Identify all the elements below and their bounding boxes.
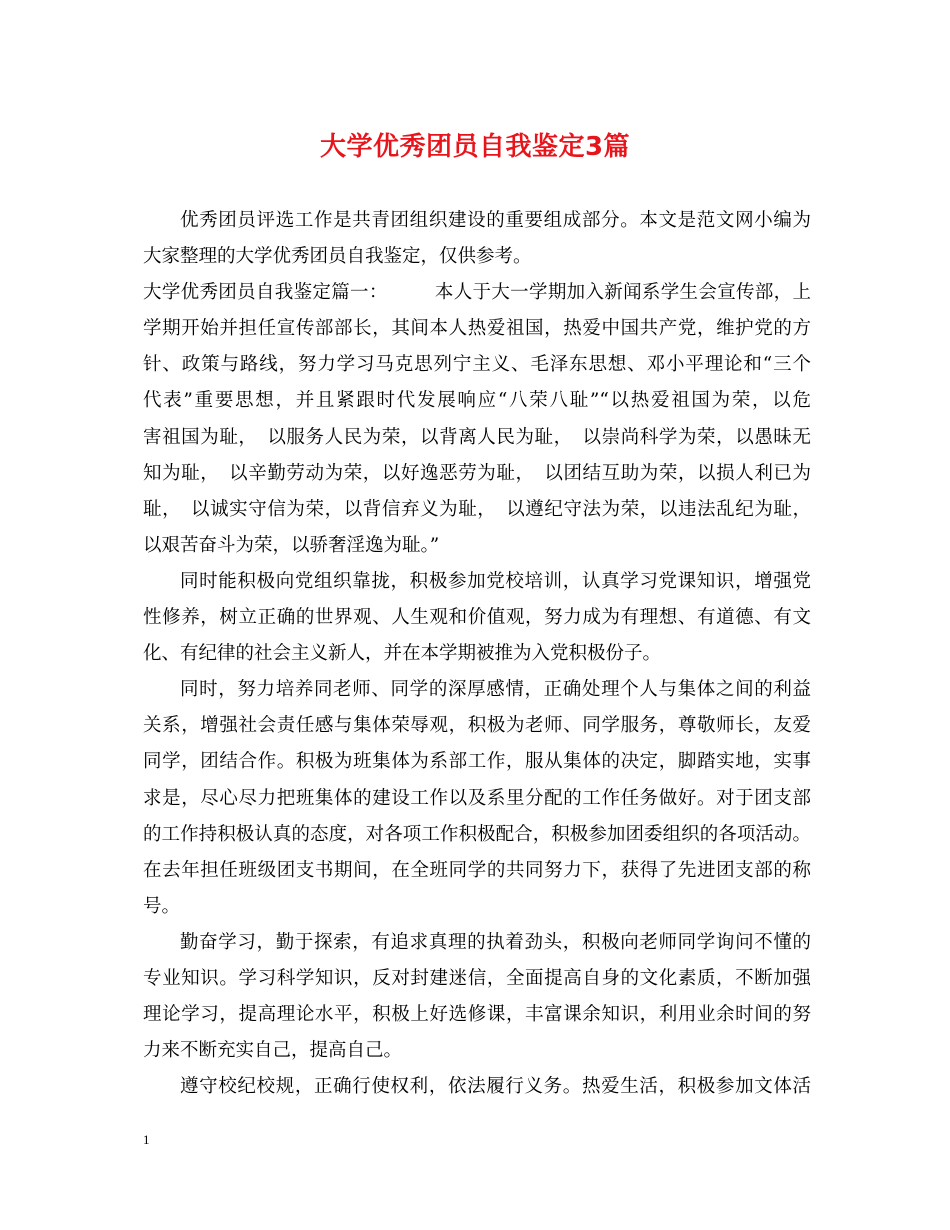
- text-line: 化、有纪律的社会主义新人，并在本学期被推为入党积极份子。: [143, 643, 662, 665]
- text-line: 同时，努力培养同老师、同学的深厚感情，正确处理个人与集体之间的利益: [180, 679, 811, 701]
- text-line: 求是，尽心尽力把班集体的建设工作以及系里分配的工作任务做好。对于团支部: [143, 787, 811, 809]
- text-line: 以艰苦奋斗为荣，以骄奢淫逸为耻。”: [143, 534, 440, 556]
- text-line: 勤奋学习，勤于探索，有追求真理的执着劲头，积极向老师同学询问不懂的: [180, 931, 811, 953]
- text-line: 代表”重要思想，并且紧跟时代发展响应“八荣八耻”“以热爱祖国为荣，以危: [143, 390, 811, 412]
- document-body: [143, 203, 811, 1105]
- text-line: 理论学习，提高理论水平，积极上好选修课，丰富课余知识，利用业余时间的努: [143, 1004, 811, 1026]
- text-line: 同学，团结合作。积极为班集体为系部工作，服从集体的决定，脚踏实地，实事: [143, 751, 811, 773]
- text-line: 针、政策与路线，努力学习马克思列宁主义、毛泽东思想、邓小平理论和“三个: [143, 354, 811, 376]
- text-line: 耻， 以诚实守信为荣，以背信弃义为耻， 以遵纪守法为荣，以违法乱纪为耻，: [143, 498, 811, 520]
- text-line: 关系，增强社会责任感与集体荣辱观，积极为老师、同学服务，尊敬师长，友爱: [143, 715, 811, 737]
- text-line: 知为耻， 以辛勤劳动为荣，以好逸恶劳为耻， 以团结互助为荣，以损人利已为: [143, 462, 811, 484]
- text-line: 同时能积极向党组织靠拢，积极参加党校培训，认真学习党课知识，增强党: [180, 570, 811, 592]
- text-line: 力来不断充实自己，提高自己。: [143, 1040, 403, 1062]
- text-line: 学期开始并担任宣传部部长，其间本人热爱祖国，热爱中国共产党，维护党的方: [143, 318, 811, 340]
- page-number: 1: [143, 1132, 150, 1147]
- text-line: 在去年担任班级团支书期间，在全班同学的共同努力下，获得了先进团支部的称: [143, 859, 811, 881]
- text-line: 专业知识。学习科学知识，反对封建迷信，全面提高自身的文化素质，不断加强: [143, 967, 811, 989]
- text-line: 号。: [143, 895, 181, 917]
- text-line: 大家整理的大学优秀团员自我鉴定，仅供参考。: [143, 246, 532, 268]
- text-line: 优秀团员评选工作是共青团组织建设的重要组成部分。本文是范文网小编为: [180, 210, 811, 231]
- text-line: 的工作持积极认真的态度，对各项工作积极配合，积极参加团委组织的各项活动。: [143, 823, 811, 845]
- text-line: 害祖国为耻， 以服务人民为荣，以背离人民为耻， 以崇尚科学为荣，以愚昧无: [143, 426, 811, 448]
- text-line: 大学优秀团员自我鉴定篇一： 本人于大一学期加入新闻系学生会宣传部，上: [143, 282, 811, 304]
- text-line: 遵守校纪校规，正确行使权利，依法履行义务。热爱生活，积极参加文体活: [180, 1076, 811, 1098]
- document-title: 大学优秀团员自我鉴定3篇: [319, 132, 631, 162]
- text-line: 性修养，树立正确的世界观、人生观和价值观，努力成为有理想、有道德、有文: [143, 607, 811, 629]
